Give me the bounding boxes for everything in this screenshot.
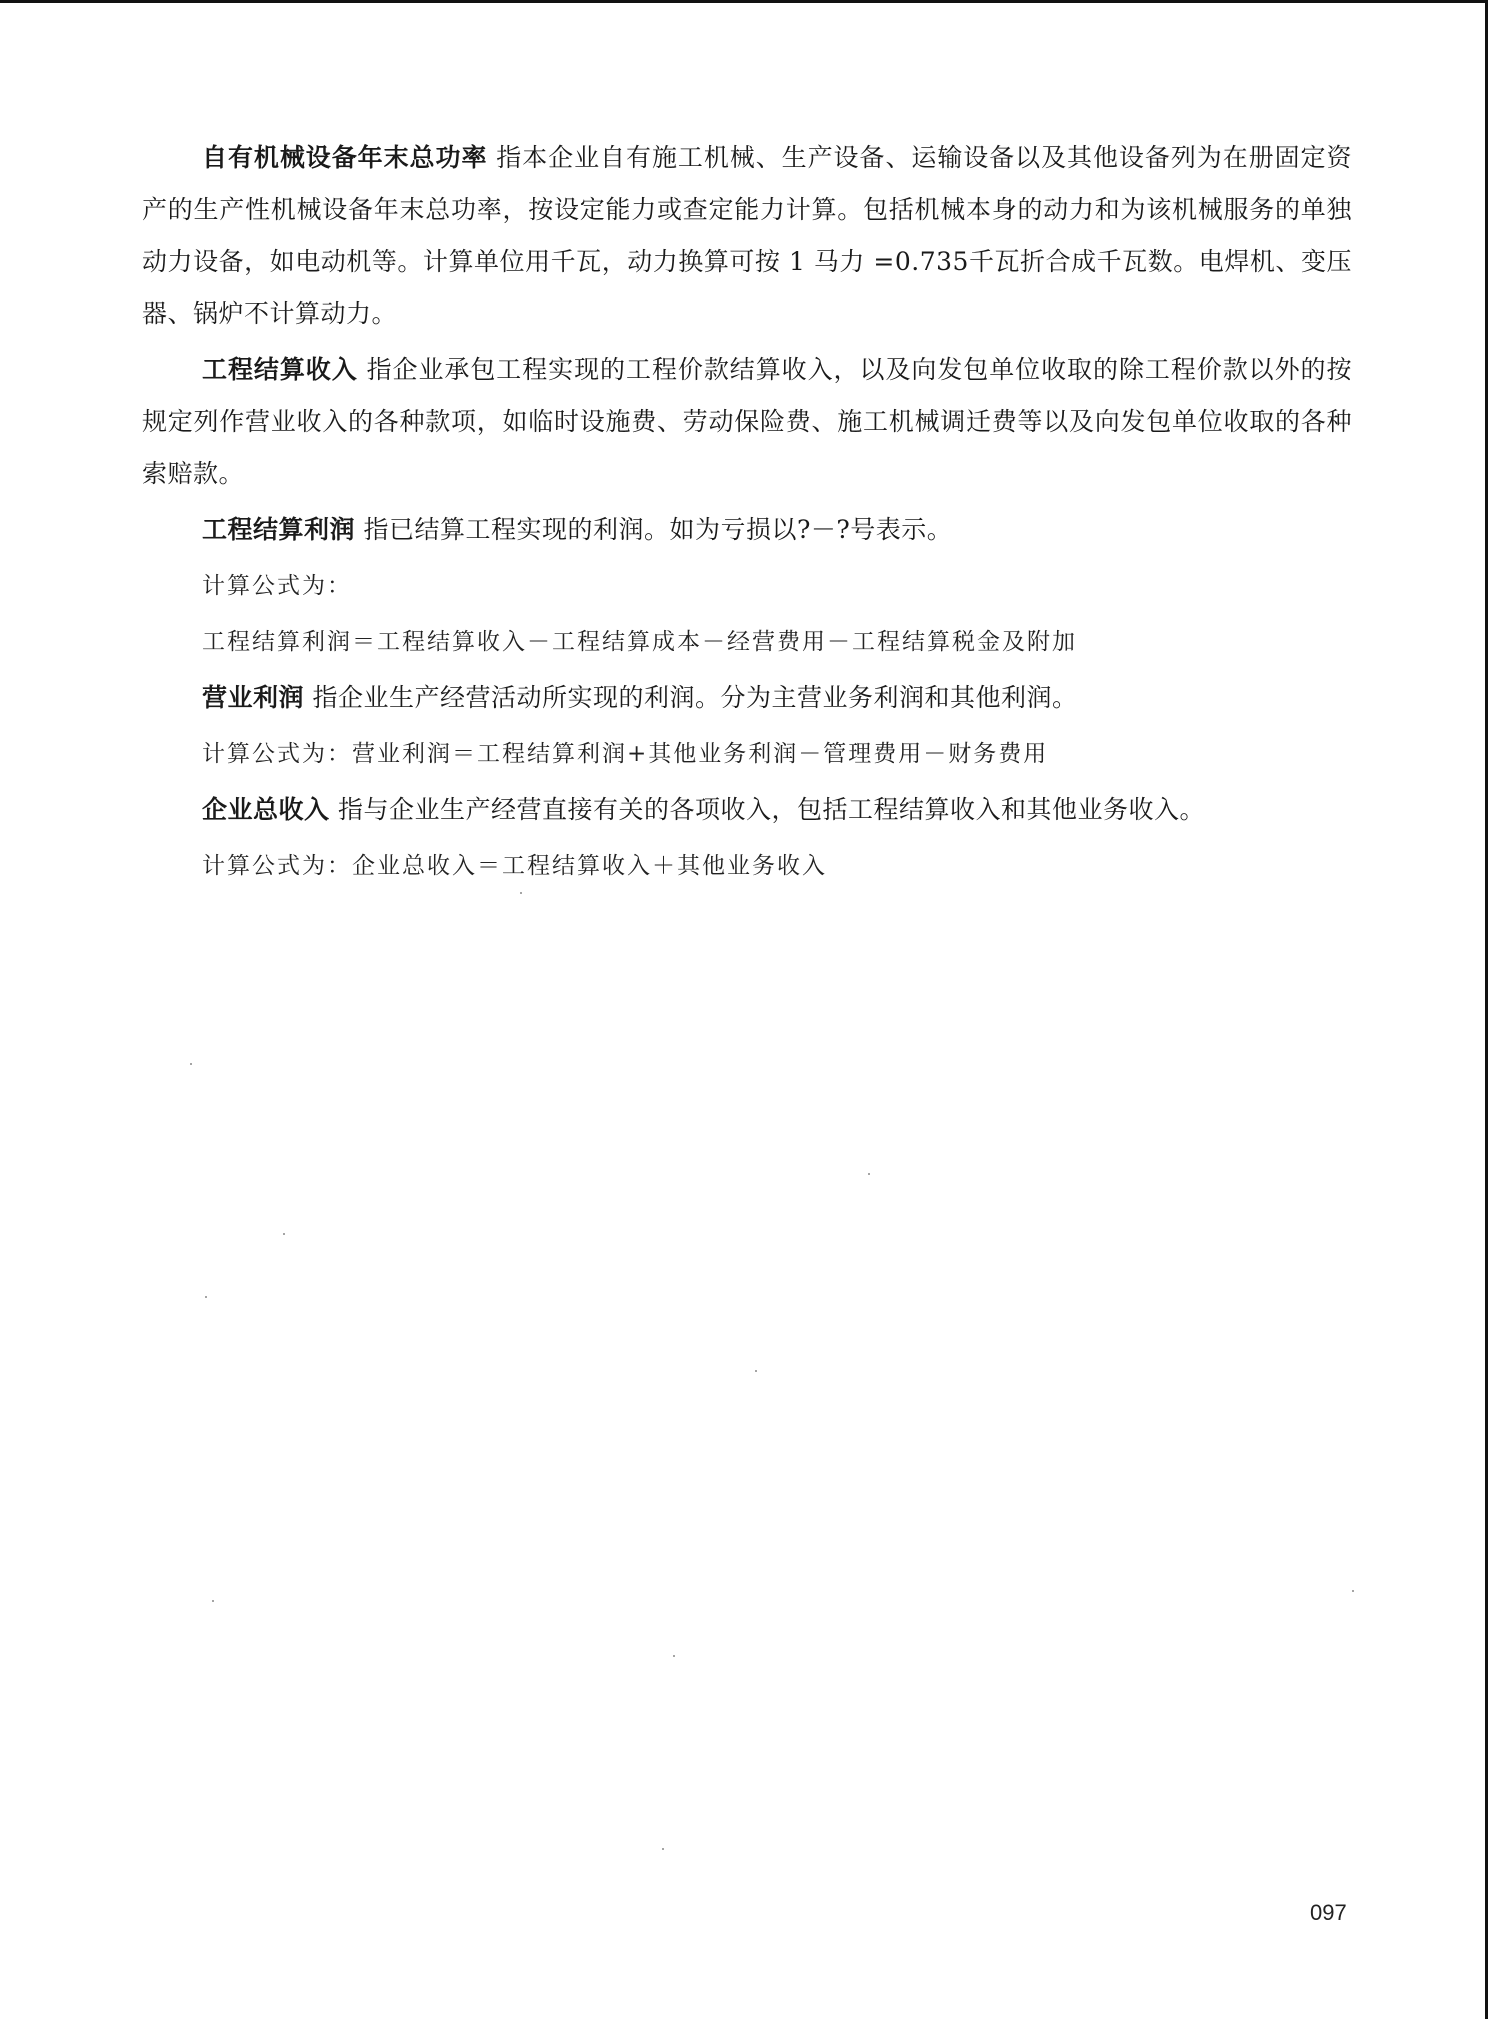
term-settlement-income: 工程结算收入: [202, 355, 358, 384]
document-body: [142, 132, 1352, 896]
formula-settlement-profit: 工程结算利润＝工程结算收入－工程结算成本－经营费用－工程结算税金及附加: [202, 629, 1077, 655]
term-settlement-profit: 工程结算利润: [202, 515, 356, 544]
scan-speck: [868, 1173, 870, 1175]
page-number: 097: [1310, 1900, 1347, 1925]
scan-speck: [212, 1600, 214, 1602]
scan-speck: [520, 892, 522, 894]
paragraph-machinery-power: [142, 132, 1352, 340]
scan-speck: [283, 1233, 285, 1235]
term-machinery-power: 自有机械设备年末总功率: [202, 143, 488, 172]
paragraph-settlement-income: [142, 344, 1352, 500]
definition-operating-profit: 指企业生产经营活动所实现的利润。分为主营业务利润和其他利润。: [304, 683, 1078, 712]
definition-machinery-power: 指本企业自有施工机械、生产设备、运输设备以及其他设备列为在册固定资产的生产性机械设备年末总功率，按设定能力或查定能力计算。包括机械本身的动力和为该机械服务的单独动力设备，如电动机等。计算单位用千瓦，动力换算可按 1 马力 =0.735千瓦折合成千瓦数。电焊机、变压器、锅炉不计算动力。: [142, 143, 1352, 328]
formula-total-income: 计算公式为：企业总收入＝工程结算收入＋其他业务收入: [202, 853, 827, 879]
formula-label: 计算公式为：: [202, 573, 352, 599]
definition-settlement-profit: 指已结算工程实现的利润。如为亏损以?－?号表示。: [355, 515, 953, 544]
definition-total-income: 指与企业生产经营直接有关的各项收入，包括工程结算收入和其他业务收入。: [329, 795, 1205, 824]
scan-speck: [673, 1655, 675, 1657]
scan-speck: [205, 1296, 207, 1298]
scan-speck: [755, 1370, 757, 1372]
formula-operating-profit: 计算公式为：营业利润＝工程结算利润+其他业务利润－管理费用－财务费用: [202, 741, 1049, 767]
paragraph-total-income: [142, 784, 1352, 836]
term-operating-profit: 营业利润: [202, 683, 305, 712]
definition-settlement-income: 指企业承包工程实现的工程价款结算收入，以及向发包单位收取的除工程价款以外的按规定列作营业收入的各种款项，如临时设施费、劳动保险费、施工机械调迁费等以及向发包单位收取的各种索赔款。: [142, 355, 1352, 488]
scan-speck: [1352, 1590, 1354, 1592]
paragraph-settlement-profit: [142, 504, 1352, 556]
page-border-top: [0, 0, 1488, 3]
scan-speck: [662, 1848, 664, 1850]
scan-speck: [190, 1063, 192, 1065]
paragraph-operating-profit: [142, 672, 1352, 724]
term-total-income: 企业总收入: [202, 795, 330, 824]
